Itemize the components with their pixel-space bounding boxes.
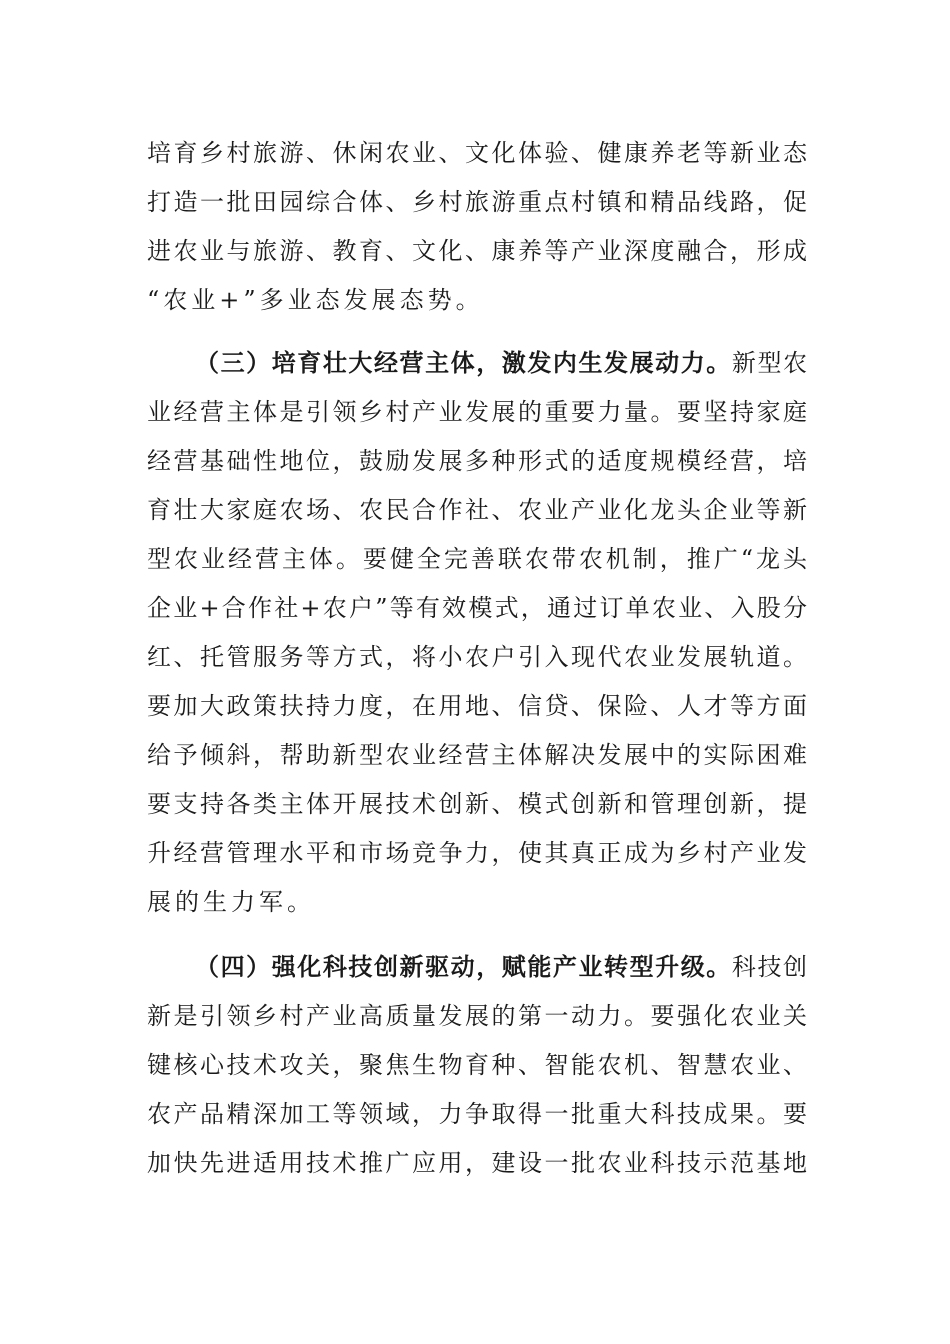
text-line: 打造一批田园综合体、乡村旅游重点村镇和精品线路，促 — [147, 188, 807, 216]
text-line: 业经营主体是引领乡村产业发展的重要力量。要坚持家庭 — [147, 398, 807, 426]
text-line: “农业+”多业态发展态势。 — [147, 286, 484, 314]
text-line: 新是引领乡村产业高质量发展的第一动力。要强化农业关 — [147, 1002, 807, 1030]
text-line: 给予倾斜，帮助新型农业经营主体解决发展中的实际困难 — [147, 741, 807, 769]
text-line: 要支持各类主体开展技术创新、模式创新和管理创新，提 — [147, 790, 807, 818]
text-line: 进农业与旅游、教育、文化、康养等产业深度融合，形成 — [147, 237, 807, 265]
text-line: 育壮大家庭农场、农民合作社、农业产业化龙头企业等新 — [147, 496, 807, 524]
text-line: 加快先进适用技术推广应用，建设一批农业科技示范基地 — [147, 1149, 807, 1177]
text-line: 企业+合作社+农户”等有效模式，通过订单农业、入股分 — [147, 594, 807, 622]
text-line: 经营基础性地位，鼓励发展多种形式的适度规模经营，培 — [147, 447, 807, 475]
text-line: 红、托管服务等方式，将小农户引入现代农业发展轨道。 — [147, 643, 807, 671]
text-line: 培育乡村旅游、休闲农业、文化体验、健康养老等新业态 — [147, 139, 807, 167]
section-heading: （四）强化科技创新驱动，赋能产业转型升级。 — [195, 953, 732, 981]
text-line: 农产品精深加工等领域，力争取得一批重大科技成果。要 — [147, 1100, 807, 1128]
section-heading-line — [195, 343, 807, 383]
text-line: 展的生力军。 — [147, 888, 315, 916]
section-heading: （三）培育壮大经营主体，激发内生发展动力。 — [195, 349, 732, 377]
text-line: 要加大政策扶持力度，在用地、信贷、保险、人才等方面 — [147, 692, 807, 720]
text-line: 升经营管理水平和市场竞争力，使其真正成为乡村产业发 — [147, 839, 807, 867]
text-line: 键核心技术攻关，聚焦生物育种、智能农机、智慧农业、 — [147, 1051, 807, 1079]
heading-line-rest: 新型农 — [731, 349, 808, 377]
section-heading-line — [195, 947, 807, 987]
heading-line-rest: 科技创 — [731, 953, 808, 981]
text-line: 型农业经营主体。要健全完善联农带农机制，推广“龙头 — [147, 545, 807, 573]
